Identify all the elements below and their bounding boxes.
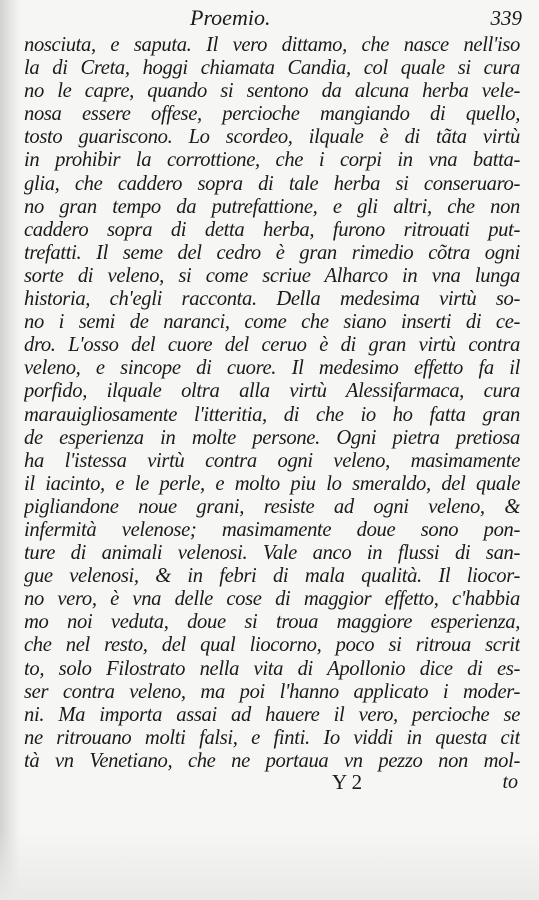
text-line: dro. L'osso del cuore del ceruo è di gran virtù contra: [24, 334, 520, 357]
running-head-title: Proemio.: [190, 5, 271, 30]
text-line: to, solo Filostrato nella vita di Apollonio dice di es-: [24, 657, 520, 680]
text-line: nosa essere offese, percioche mangiando di quello,: [24, 103, 520, 126]
text-line: no le capre, quando si sentono da alcuna herba vele-: [24, 80, 520, 103]
text-line: de esperienza in molte persone. Ogni pietra pretiosa: [24, 426, 520, 449]
text-line: marauigliosamente l'itteritia, di che io ho fatta gran: [24, 403, 520, 426]
text-line: ser contra veleno, ma poi l'hanno applicato i moder-: [24, 680, 520, 703]
text-line: che nel resto, del qual liocorno, poco si ritroua scrit: [24, 634, 520, 657]
text-line: no i semi de naranci, come che siano inserti di ce-: [24, 311, 520, 334]
text-line: gue velenosi, & in febri di mala qualità. Il liocor-: [24, 565, 520, 588]
text-line: glia, che caddero sopra di tale herba si conseruaro-: [24, 172, 520, 195]
text-line: no gran tempo da putrefattione, e gli altri, che non: [24, 195, 520, 218]
text-line: porfido, ilquale oltra alla virtù Alessifarmaca, cura: [24, 380, 520, 403]
signature-mark: Y 2: [332, 770, 363, 794]
text-line: ha l'istessa virtù contra ogni veleno, masimamente: [24, 449, 520, 472]
catchword: to: [502, 771, 518, 793]
text-line: infermità velenose; masimamente doue sono pon-: [24, 518, 520, 541]
text-line: ne ritrouano molti falsi, e finti. Io viddi in questa cit: [24, 726, 520, 749]
text-line: no vero, è vna delle cose di maggior effetto, c'habbia: [24, 588, 520, 611]
text-line: ni. Ma importa assai ad hauere il vero, percioche se: [24, 703, 520, 726]
text-line: historia, ch'egli racconta. Della medesima virtù so-: [24, 288, 520, 311]
text-line: mo noi veduta, doue si troua maggiore esperienza,: [24, 611, 520, 634]
text-line: ture di animali velenosi. Vale anco in flussi di san-: [24, 542, 520, 565]
body-text: [24, 34, 520, 773]
page-bottom-shade: [0, 830, 539, 900]
page-number: 339: [490, 6, 522, 30]
text-line: il iacinto, e le perle, e molto piu lo smeraldo, del quale: [24, 472, 520, 495]
page-gutter-shadow: [0, 0, 20, 900]
text-line: caddero sopra di detta herba, furono ritrouati put-: [24, 218, 520, 241]
text-line: tosto guariscono. Lo scordeo, ilquale è di tãta virtù: [24, 126, 520, 149]
text-line: nosciuta, e saputa. Il vero dittamo, che nasce nell'iso: [24, 34, 520, 56]
text-line: pigliandone noue grani, resiste ad ogni veleno, &: [24, 495, 520, 518]
text-line: trefatti. Il seme del cedro è gran rimedio cõtra ogni: [24, 241, 520, 264]
text-line: in prohibir la corrottione, che i corpi in vna batta-: [24, 149, 520, 172]
text-line: sorte di veleno, si come scriue Alharco in vna lunga: [24, 264, 520, 287]
text-line: tà vn Venetiano, che ne portaua vn pezzo non mol-: [24, 749, 520, 772]
text-line: veleno, e sincope di cuore. Il medesimo effetto fa il: [24, 357, 520, 380]
running-head: [22, 6, 522, 30]
text-line: la di Creta, hoggi chiamata Candia, col quale si cura: [24, 57, 520, 80]
page-footer: [24, 770, 520, 796]
